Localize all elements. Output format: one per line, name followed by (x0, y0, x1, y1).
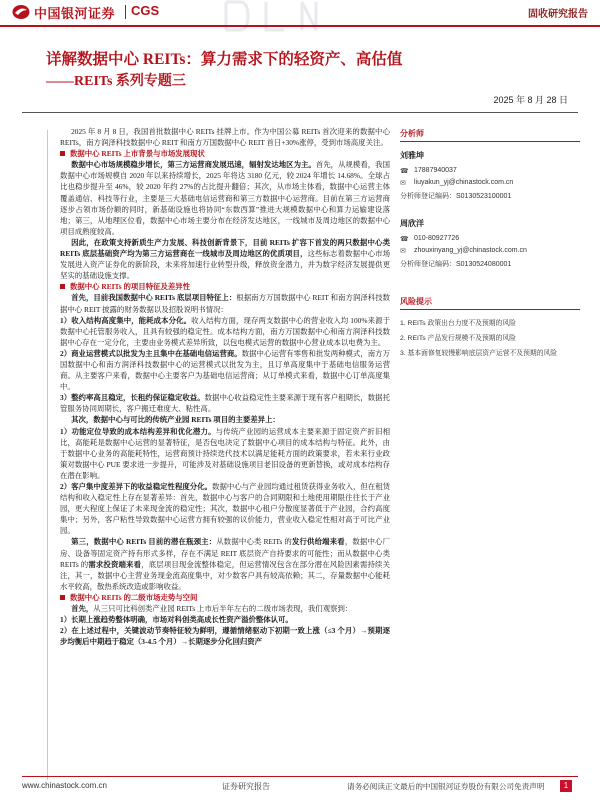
paragraph: 2）商业运营模式以批发为主且集中在基础电信运营商。数据中心运营有零售和批发两种模式，南方万国数据中心和南方润泽科技数据中心的运营模式以批发为主，且订单高度集中于基础电信服务运营商。从主要客户来看，数据中心主要客户为基础电信运营商；从订单模式来看，数据中心订单高度集中。 (60, 348, 390, 392)
paragraph: 1）长期上涨趋势整体明确，市场对科创类高成长性资产溢价整体认可。 (60, 615, 293, 625)
report-body (60, 126, 390, 647)
analyst-panel (400, 128, 580, 274)
analyst-registration: 分析师登记编码：S0130524080001 (400, 261, 512, 268)
intro-paragraph: 2025 年 8 月 8 日，我国首批数据中心 REITs 挂牌上市。作为中国公募 REITs 首次迎来的数据中心 REITs，南方润泽科技数据中心 REIT 和南方万国数据中心 REIT 首日+30%涨停，受到市场高度关注。 (60, 127, 390, 148)
risk-item: 3. 基本面修复较慢影响底层资产运营不及预期的风险 (400, 350, 558, 357)
paragraph: 3）整约率高且稳定，长租约保证稳定收益。数据中心收益稳定性主要来源于现有客户租期长，数据托管服务协同周期长，客户搬迁难度大、粘性高。 (60, 393, 390, 414)
left-margin-rule (47, 130, 48, 780)
paragraph: 2）在上述过程中，关键波动节奏特征较为鲜明，遵循情绪驱动下初期一致上涨（≤3 个月）→预期逐步均衡后中期趋于稳定（3-4.5 个月）→长期逐步分化回归资产 (60, 626, 390, 647)
footer-url[interactable]: www.chinastock.com.cn (22, 781, 107, 790)
header-rule (0, 25, 600, 27)
paragraph: 2）客户集中度差异下的收益稳定性程度分化。数据中心与产业园均通过租赁获得业务收入，但在租赁结构和收入稳定性上存在显著差异：首先，数据中心与客户的合同期限和土地使用期限往往长于产业园，更大程度上保证了未来现金流的稳定性；其次，数据中心租户分散度显著低于产业园，合约高度集中；另外，客户粘性导致数据中心运营方拥有较强的议价能力，营业收入稳定性相对高于可比产业园。 (60, 482, 390, 536)
report-title: 详解数据中心 REITs：算力需求下的轻资产、高估值 (46, 51, 403, 68)
analyst-name: 周欣洋 (400, 219, 424, 228)
section-heading-1: 数据中心 REITs 上市背景与市场发展现状 (60, 148, 390, 159)
paragraph: 首先，目前我国数据中心 REITs 底层项目特征上：根据南方万国数据中心 REIT 和南方润泽科技数据中心 REIT 披露的财务数据以及招股说明书情况： (60, 293, 391, 314)
footer-label: 证券研究报告 (222, 782, 270, 791)
brand-code: CGS (131, 3, 160, 18)
phone-icon: ☎ (400, 168, 409, 175)
risk-item: 1. REITs 政策出台力度不及预期的风险 (400, 320, 516, 327)
report-series: ——REITs 系列专题三 (46, 74, 186, 89)
analyst-registration: 分析师登记编码：S0130523100001 (400, 193, 512, 200)
report-type-label: 固收研究报告 (528, 9, 588, 20)
paragraph: 1）收入结构高度集中，能耗成本分化。收入结构方面，现存两支数据中心的营业收入均 100%来源于数据中心托管服务收入，且具有较强的稳定性。成本结构方面，南方万国数据中心和南方润泽科技数据中心存在一定分化，主要由业务模式差异所致，以包电模式运营的数据中心营业成本以电费为主。 (60, 315, 390, 347)
paragraph: 数据中心市场规模稳步增长，第三方运营商发展迅速，辐射发达地区为主。首先，从规模看，我国数据中心市场规模自 2020 年以来持续增长，2025 年将达 3180 亿元，较 2024 年增长 14.68%。全球占比也稳步提升至 46%，较 2020 年约 27%的占比提升翻倍；其次，从市场主体看，数据中心运营主体覆盖通信、科技等行业，主要是三大基础电信运营商和第三方数据中心运营商。目前在第三方运营商逐步占领市场份额的同时，新基础设施也将协同“东数西算”推进大规模数据中心和算力运输建设落地；第三，从地理区位看，数据中心市场主要分布在经济发达地区，一线城市及周边地区的数据中心项目成熟度较高。 (60, 160, 390, 236)
page-number: 1 (560, 780, 572, 792)
footer-disclaimer: 请务必阅读正文最后的中国银河证券股份有限公司免责声明 (347, 782, 545, 791)
paragraph: 因此，在政策支持新质生产力发展、科技创新背景下，目前 REITs 扩容下首发的两只数据中心类 REITs 底层基础资产均为第三方运营商在一线城市及周边地区的优质项目，这些标志着数据中心市场发展进入资产证券化的新阶段，未来将加速行业转型升级，释放资金潜力，并为数字经济发展提供更坚实的基础设施支撑。 (60, 237, 390, 281)
analyst-section-title: 分析师 (400, 128, 580, 142)
paragraph: 1）功能定位导致的成本结构差异和优化潜力。与传统产业园的运营成本主要来源于固定资产折旧相比，高能耗是数据中心运营的显著特征，是否包电决定了数据中心项目的成本结构与特征。此外，由于数据中心业务的高能耗特性，运营商预计持续迭代技术以满足能耗方面的政策要求，若未来行业政策对数据中心 PUE 要求进一步提升，可能涉及对基础设施项目老旧设备的更新替换，或对成本结构存在潜在影响。 (60, 426, 390, 480)
risk-item: 2. REITs 产品发行规模不及预期的风险 (400, 335, 516, 342)
report-date: 2025 年 8 月 28 日 (493, 95, 568, 105)
brand-divider (125, 5, 126, 19)
analyst-phone: ☎ 010-80927726 (400, 235, 460, 243)
paragraph: 第三，数据中心 REITs 目前的潜在瓶颈主：从数据中心类 REITs 的发行供给端来看，数据中心厂房、设备等固定资产持有形式多样，存在不满足 REIT 底层资产自持要求的可能性；而从数据中心类 REITs 的需求投资端来看，底层项目现金流整体稳定，但运营情况包含在部分潜在风险因素需持续关注，其一，数据中心主营业务现金流高度集中，对少数客户具有较高依赖；其二，存量数据中心能耗水平较高，散热系统改造或影响收益。 (60, 537, 390, 591)
analyst-name: 刘雅坤 (400, 151, 424, 160)
analyst-phone: ☎ 17887940037 (400, 167, 457, 175)
email-icon: ✉ (400, 180, 406, 187)
heading-bullet-icon (60, 595, 65, 600)
title-rule (22, 112, 578, 113)
section-heading-3: 数据中心 REITs 的二级市场走势与空间 (60, 592, 390, 603)
analyst-email[interactable]: ✉ liuyakun_yj@chinastock.com.cn (400, 179, 514, 187)
heading-bullet-icon (60, 151, 65, 156)
brand-name: 中国银河证券 (34, 6, 116, 21)
heading-bullet-icon (60, 284, 65, 289)
risk-section-title: 风险提示 (400, 296, 580, 310)
footer-rule (22, 776, 578, 777)
watermark-graphic (216, 0, 336, 40)
paragraph: 首先，从三只可比科创类产业园 REITs 上市后半年左右的二级市场表现，我们观察到： (71, 604, 353, 614)
risk-panel (400, 296, 580, 363)
paragraph: 其次，数据中心与可比的传统产业园 REITs 项目的主要差异上： (71, 415, 280, 425)
phone-icon: ☎ (400, 236, 409, 243)
analyst-email[interactable]: ✉ zhouxinyang_yj@chinastock.com.cn (400, 247, 527, 255)
section-heading-2: 数据中心 REITs 的项目特征及差异性 (60, 281, 390, 292)
email-icon: ✉ (400, 248, 406, 255)
brand-logo-icon (12, 4, 30, 20)
